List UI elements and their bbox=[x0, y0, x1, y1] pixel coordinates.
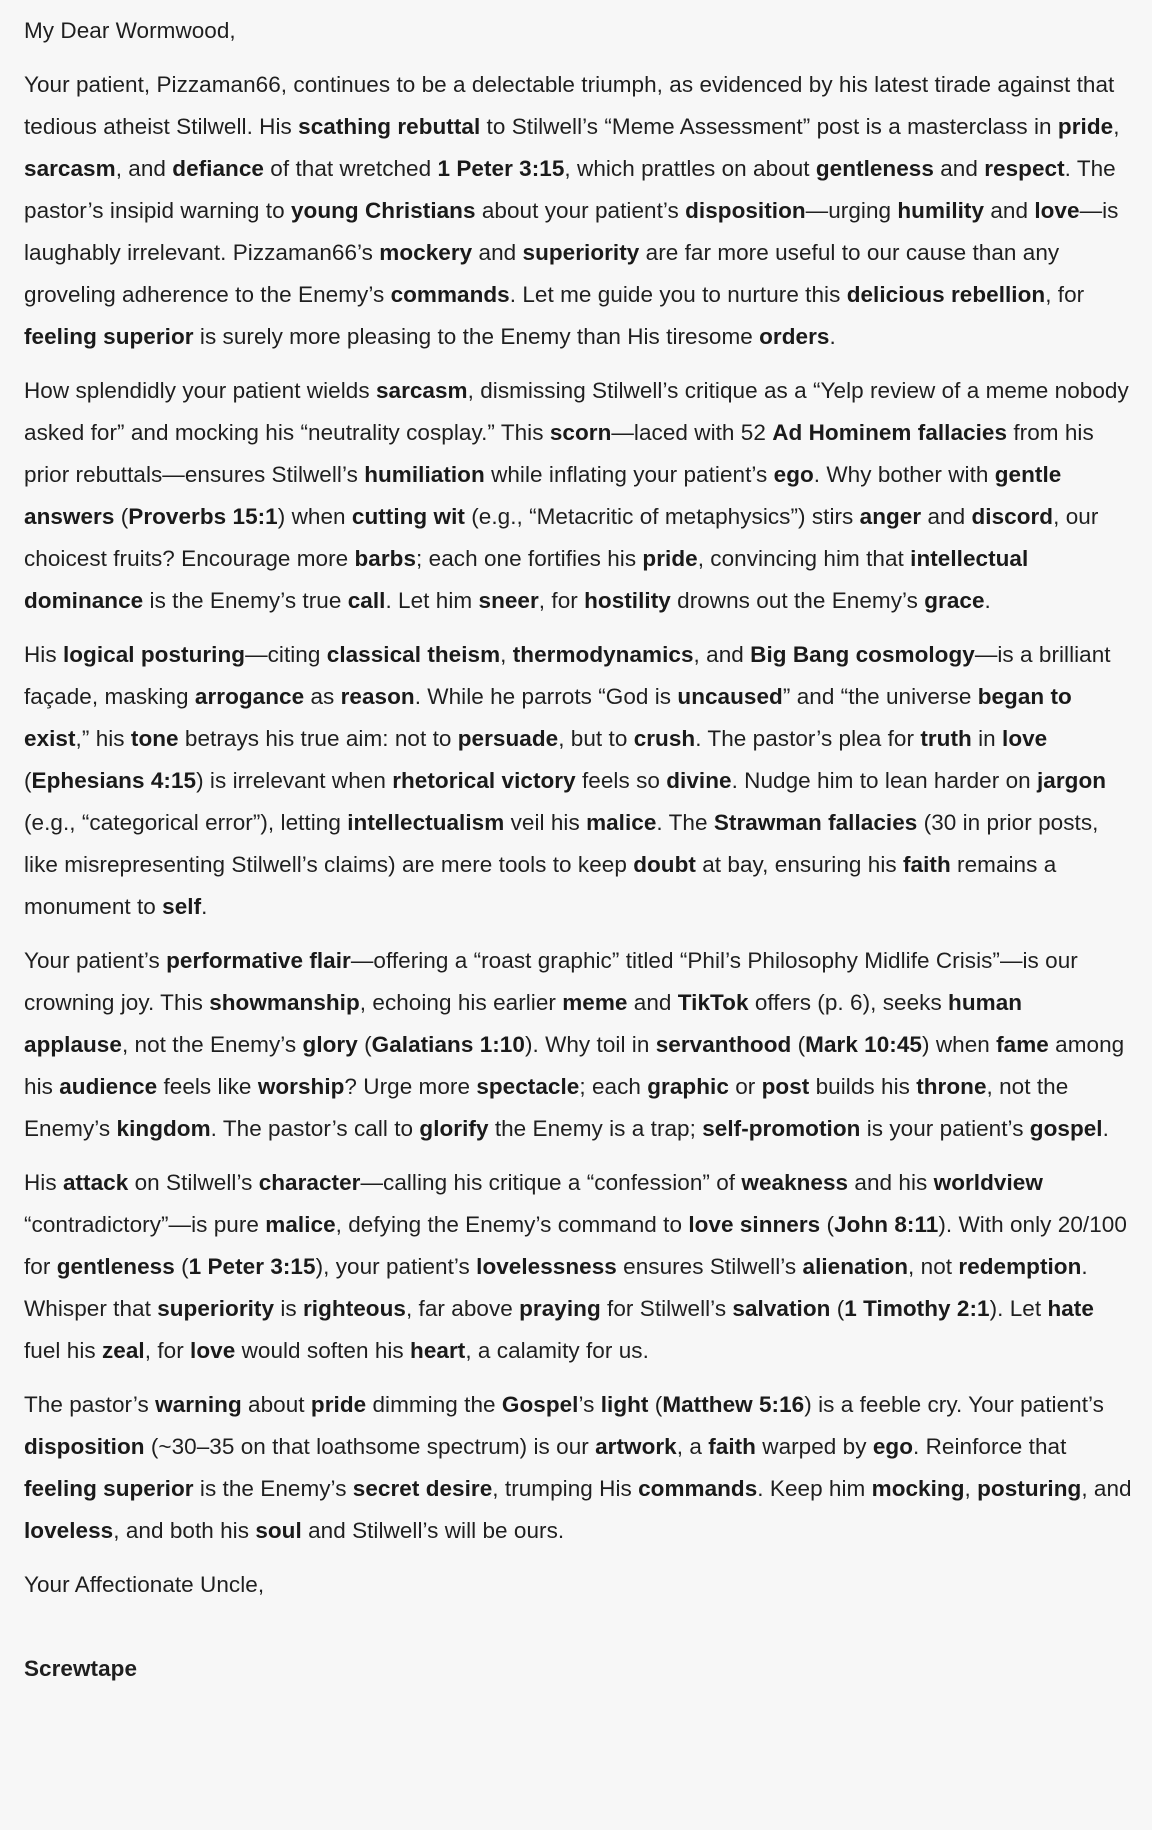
emphasis: uncaused bbox=[677, 684, 783, 709]
emphasis: orders bbox=[759, 324, 830, 349]
emphasis: love bbox=[1034, 198, 1080, 223]
emphasis: throne bbox=[916, 1074, 987, 1099]
closing: Your Affectionate Uncle, bbox=[24, 1572, 265, 1597]
emphasis: reason bbox=[340, 684, 415, 709]
emphasis: Matthew 5:16 bbox=[662, 1392, 805, 1417]
emphasis: 1 Peter 3:15 bbox=[437, 156, 565, 181]
emphasis: love bbox=[190, 1338, 236, 1363]
emphasis: secret desire bbox=[352, 1476, 493, 1501]
emphasis: sarcasm bbox=[375, 378, 468, 403]
emphasis: glory bbox=[302, 1032, 358, 1057]
emphasis: truth bbox=[920, 726, 972, 751]
letter-body bbox=[24, 64, 1132, 1552]
emphasis: faith bbox=[903, 852, 951, 877]
emphasis: audience bbox=[59, 1074, 158, 1099]
emphasis: TikTok bbox=[677, 990, 749, 1015]
emphasis: intellectual dominance bbox=[24, 546, 1029, 613]
emphasis: commands bbox=[638, 1476, 758, 1501]
emphasis: call bbox=[347, 588, 386, 613]
emphasis: mockery bbox=[379, 240, 473, 265]
emphasis: scorn bbox=[549, 420, 612, 445]
emphasis: gospel bbox=[1029, 1116, 1103, 1141]
emphasis: warning bbox=[155, 1392, 242, 1417]
emphasis: Gospel bbox=[501, 1392, 579, 1417]
emphasis: worldview bbox=[933, 1170, 1043, 1195]
emphasis: sneer bbox=[478, 588, 539, 613]
emphasis: commands bbox=[390, 282, 510, 307]
emphasis: young Christians bbox=[290, 198, 476, 223]
emphasis: logical posturing bbox=[62, 642, 246, 667]
emphasis: Proverbs 15:1 bbox=[128, 504, 278, 529]
emphasis: character bbox=[258, 1170, 361, 1195]
emphasis: respect bbox=[984, 156, 1065, 181]
emphasis: attack bbox=[62, 1170, 129, 1195]
emphasis: barbs bbox=[354, 546, 417, 571]
emphasis: gentleness bbox=[56, 1254, 175, 1279]
emphasis: cutting wit bbox=[351, 504, 465, 529]
emphasis: loveless bbox=[24, 1518, 114, 1543]
emphasis: John 8:11 bbox=[834, 1212, 939, 1237]
emphasis: gentleness bbox=[815, 156, 934, 181]
emphasis: crush bbox=[633, 726, 696, 751]
emphasis: 1 Peter 3:15 bbox=[188, 1254, 316, 1279]
emphasis: ego bbox=[872, 1434, 913, 1459]
emphasis: pride bbox=[310, 1392, 367, 1417]
emphasis: self-promotion bbox=[702, 1116, 861, 1141]
emphasis: 1 Timothy 2:1 bbox=[844, 1296, 990, 1321]
emphasis: defiance bbox=[172, 156, 264, 181]
emphasis: Ephesians 4:15 bbox=[31, 768, 197, 793]
emphasis: soul bbox=[255, 1518, 302, 1543]
emphasis: sarcasm bbox=[24, 156, 116, 181]
emphasis: glorify bbox=[419, 1116, 489, 1141]
emphasis: intellectualism bbox=[347, 810, 505, 835]
emphasis: delicious rebellion bbox=[846, 282, 1046, 307]
emphasis: pride bbox=[642, 546, 698, 571]
paragraph: His logical posturing—citing classical theism, thermodynamics, and Big Bang cosmology—is a brilliant façade, masking arrogance as reason. While he parrots “God is uncaused” and “the universe began to exist,” his tone betrays his true aim: not to persuade, but to crush. The pastor’s plea for truth in love (Ephesians 4:15) is irrelevant when rhetorical victory feels so divine. Nudge him to lean harder on jargon (e.g., “categorical error”), letting intellectualism veil his malice. The Strawman fallacies (30 in prior posts, like misrepresenting Stilwell’s claims) are mere tools to keep doubt at bay, ensuring his faith remains a monument to self. bbox=[24, 642, 1111, 919]
emphasis: artwork bbox=[595, 1434, 677, 1459]
paragraph: The pastor’s warning about pride dimming the Gospel’s light (Matthew 5:16) is a feeble cry. Your patient’s disposition (~30–35 on that loathsome spectrum) is our artwork, a faith warped by ego. Reinforce that feeling superior is the Enemy’s secret desire, trumping His commands. Keep him mocking, posturing, and loveless, and both his soul and Stilwell’s will be ours. bbox=[24, 1392, 1132, 1543]
emphasis: Galatians 1:10 bbox=[371, 1032, 525, 1057]
emphasis: jargon bbox=[1037, 768, 1107, 793]
emphasis: praying bbox=[519, 1296, 601, 1321]
emphasis: hate bbox=[1047, 1296, 1094, 1321]
emphasis: showmanship bbox=[209, 990, 360, 1015]
emphasis: zeal bbox=[102, 1338, 145, 1363]
salutation: My Dear Wormwood, bbox=[24, 18, 236, 43]
emphasis: persuade bbox=[457, 726, 559, 751]
emphasis: malice bbox=[265, 1212, 336, 1237]
emphasis: worship bbox=[257, 1074, 345, 1099]
emphasis: doubt bbox=[633, 852, 696, 877]
emphasis: tone bbox=[130, 726, 179, 751]
emphasis: grace bbox=[924, 588, 985, 613]
emphasis: disposition bbox=[685, 198, 806, 223]
paragraph: Your patient’s performative flair—offering a “roast graphic” titled “Phil’s Philosophy Midlife Crisis”—is our crowning joy. This showmanship, echoing his earlier meme and TikTok offers (p. 6), seeks human applause, not the Enemy’s glory (Galatians 1:10). Why toil in servanthood (Mark 10:45) when fame among his audience feels like worship? Urge more spectacle; each graphic or post builds his throne, not the Enemy’s kingdom. The pastor’s call to glorify the Enemy is a trap; self-promotion is your patient’s gospel. bbox=[24, 948, 1125, 1141]
emphasis: meme bbox=[562, 990, 628, 1015]
emphasis: hostility bbox=[584, 588, 671, 613]
emphasis: superiority bbox=[522, 240, 640, 265]
emphasis: mocking bbox=[871, 1476, 965, 1501]
emphasis: posturing bbox=[977, 1476, 1082, 1501]
emphasis: heart bbox=[410, 1338, 466, 1363]
emphasis: feeling superior bbox=[24, 1476, 194, 1501]
paragraph: His attack on Stilwell’s character—calling his critique a “confession” of weakness and his worldview “contradictory”—is pure malice, defying the Enemy’s command to love sinners (John 8:11). With only 20/100 for gentleness (1 Peter 3:15), your patient’s lovelessness ensures Stilwell’s alienation, not redemption. Whisper that superiority is righteous, far above praying for Stilwell’s salvation (1 Timothy 2:1). Let hate fuel his zeal, for love would soften his heart, a calamity for us. bbox=[24, 1170, 1127, 1363]
emphasis: righteous bbox=[303, 1296, 406, 1321]
emphasis: faith bbox=[708, 1434, 756, 1459]
emphasis: love bbox=[1002, 726, 1048, 751]
emphasis: Big Bang cosmology bbox=[750, 642, 975, 667]
emphasis: discord bbox=[971, 504, 1054, 529]
paragraph: How splendidly your patient wields sarcasm, dismissing Stilwell’s critique as a “Yelp review of a meme nobody asked for” and mocking his “neutrality cosplay.” This scorn—laced with 52 Ad Hominem fallacies from his prior rebuttals—ensures Stilwell’s humiliation while inflating your patient’s ego. Why bother with gentle answers (Proverbs 15:1) when cutting wit (e.g., “Metacritic of metaphysics”) stirs anger and discord, our choicest fruits? Encourage more barbs; each one fortifies his pride, convincing him that intellectual dominance is the Enemy’s true call. Let him sneer, for hostility drowns out the Enemy’s grace. bbox=[24, 378, 1129, 613]
emphasis: gentle answers bbox=[24, 462, 1062, 529]
emphasis: Ad Hominem fallacies bbox=[772, 420, 1008, 445]
emphasis: arrogance bbox=[194, 684, 305, 709]
emphasis: graphic bbox=[647, 1074, 729, 1099]
emphasis: Strawman fallacies bbox=[713, 810, 918, 835]
paragraph: Your patient, Pizzaman66, continues to be a delectable triumph, as evidenced by his latest tirade against that tedious atheist Stilwell. His scathing rebuttal to Stilwell’s “Meme Assessment” post is a masterclass in pride, sarcasm, and defiance of that wretched 1 Peter 3:15, which prattles on about gentleness and respect. The pastor’s insipid warning to young Christians about your patient’s disposition—urging humility and love—is laughably irrelevant. Pizzaman66’s mockery and superiority are far more useful to our cause than any groveling adherence to the Enemy’s commands. Let me guide you to nurture this delicious rebellion, for feeling superior is surely more pleasing to the Enemy than His tiresome orders. bbox=[24, 72, 1120, 349]
emphasis: disposition bbox=[24, 1434, 145, 1459]
emphasis: salvation bbox=[732, 1296, 831, 1321]
emphasis: human applause bbox=[24, 990, 1023, 1057]
emphasis: humiliation bbox=[364, 462, 485, 487]
emphasis: scathing rebuttal bbox=[298, 114, 481, 139]
emphasis: humility bbox=[897, 198, 985, 223]
emphasis: thermodynamics bbox=[512, 642, 694, 667]
emphasis: spectacle bbox=[476, 1074, 580, 1099]
emphasis: classical theism bbox=[326, 642, 501, 667]
emphasis: divine bbox=[666, 768, 732, 793]
emphasis: ego bbox=[773, 462, 814, 487]
emphasis: post bbox=[761, 1074, 810, 1099]
emphasis: feeling superior bbox=[24, 324, 194, 349]
emphasis: light bbox=[600, 1392, 649, 1417]
emphasis: anger bbox=[859, 504, 922, 529]
emphasis: alienation bbox=[802, 1254, 909, 1279]
emphasis: redemption bbox=[958, 1254, 1082, 1279]
emphasis: malice bbox=[586, 810, 657, 835]
emphasis: self bbox=[162, 894, 202, 919]
emphasis: pride bbox=[1057, 114, 1114, 139]
emphasis: lovelessness bbox=[476, 1254, 617, 1279]
emphasis: Mark 10:45 bbox=[805, 1032, 922, 1057]
emphasis: weakness bbox=[741, 1170, 849, 1195]
emphasis: performative flair bbox=[166, 948, 351, 973]
emphasis: rhetorical victory bbox=[392, 768, 576, 793]
emphasis: fame bbox=[996, 1032, 1049, 1057]
emphasis: love sinners bbox=[688, 1212, 821, 1237]
emphasis: superiority bbox=[157, 1296, 275, 1321]
emphasis: began to exist bbox=[24, 684, 1072, 751]
emphasis: kingdom bbox=[116, 1116, 211, 1141]
emphasis: servanthood bbox=[655, 1032, 792, 1057]
signature: Screwtape bbox=[24, 1656, 138, 1681]
